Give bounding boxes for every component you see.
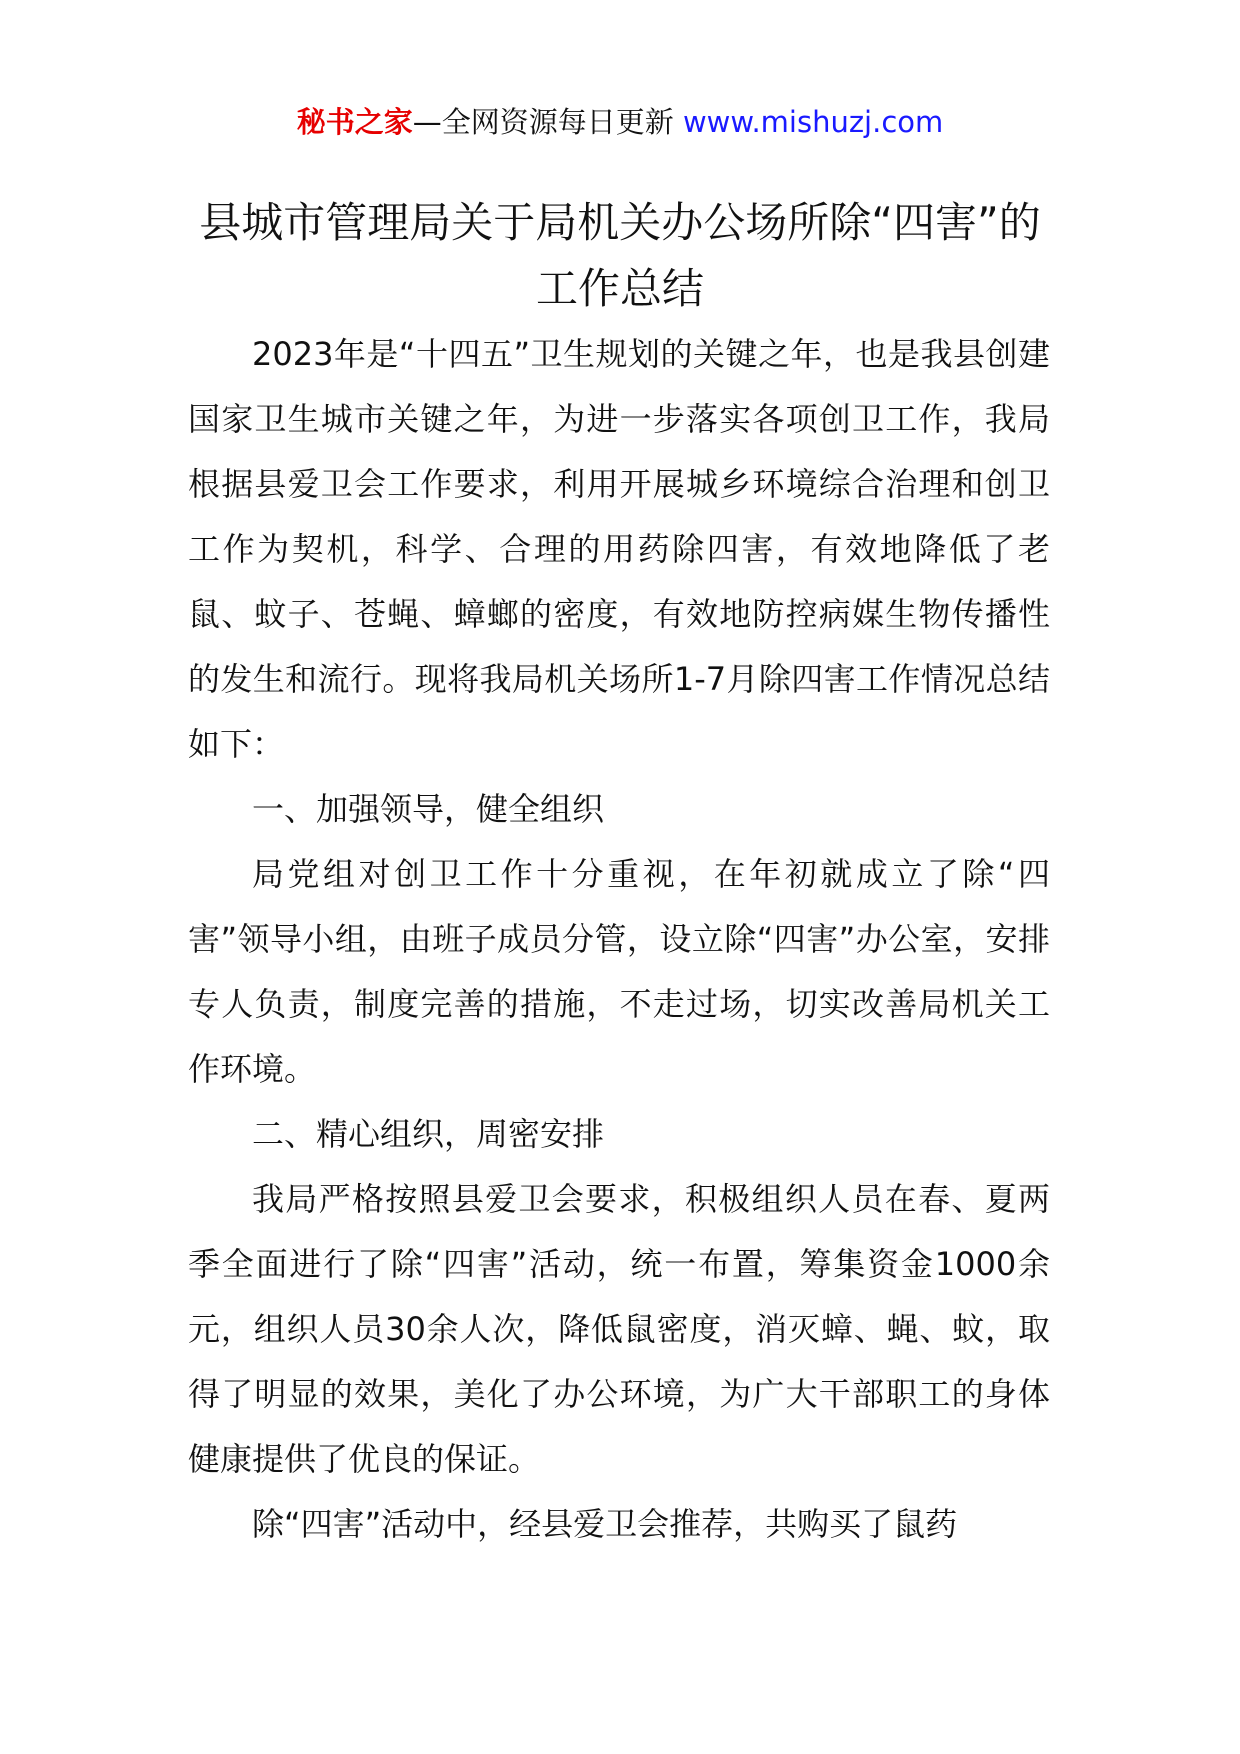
site-url-link[interactable]: www.mishuzj.com	[682, 105, 944, 139]
document-title: 县城市管理局关于局机关办公场所除“四害”的工作总结	[199, 198, 1041, 314]
header-tagline: —全网资源每日更新	[412, 105, 683, 139]
section-heading-2: 二、精心组织，周密安排	[252, 1115, 605, 1153]
paragraph-continued: 除“四害”活动中，经县爱卫会推荐，共购买了鼠药	[252, 1505, 958, 1543]
brand-name: 秘书之家	[296, 105, 413, 139]
section-heading-1: 一、加强领导，健全组织	[252, 790, 605, 828]
paragraph-section-1: 局党组对创卫工作十分重视，在年初就成立了除“四害”领导小组，由班子成员分管，设立除“四害”办公室，安排专人负责，制度完善的措施，不走过场，切实改善局机关工作环境。	[188, 855, 1050, 1088]
site-header	[0, 100, 1240, 144]
document-body	[188, 322, 1050, 1557]
paragraph-intro: 2023年是“十四五”卫生规划的关键之年，也是我县创建国家卫生城市关键之年，为进一步落实各项创卫工作，我局根据县爱卫会工作要求，利用开展城乡环境综合治理和创卫工作为契机，科学、合理的用药除四害，有效地降低了老鼠、蚊子、苍蝇、蟑螂的密度，有效地防控病媒生物传播性的发生和流行。现将我局机关场所1-7月除四害工作情况总结如下：	[188, 335, 1050, 763]
paragraph-section-2: 我局严格按照县爱卫会要求，积极组织人员在春、夏两季全面进行了除“四害”活动，统一布置，筹集资金1000余元，组织人员30余人次，降低鼠密度，消灭蟑、蝇、蚊，取得了明显的效果，美化了办公环境，为广大干部职工的身体健康提供了优良的保证。	[188, 1180, 1050, 1478]
